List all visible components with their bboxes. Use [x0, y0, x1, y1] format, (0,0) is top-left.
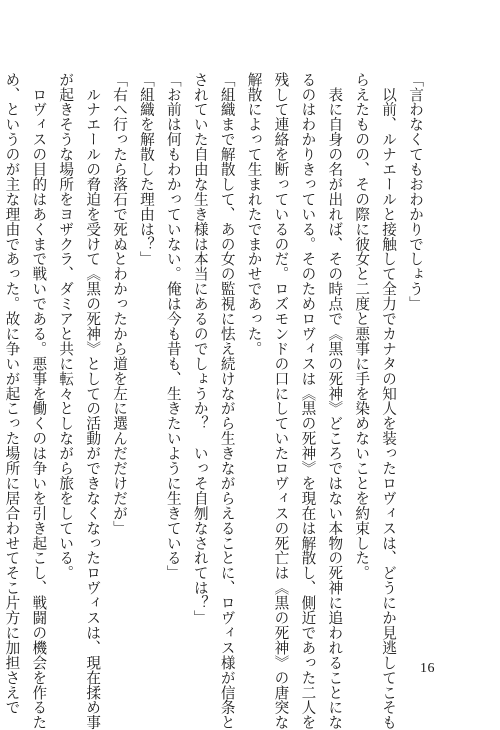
text-line: 「組織まで解散して、あの女の監視に怯え続けながら生きながらえることに、ロヴィス様が信条と — [218, 72, 236, 730]
text-line: 以前、ルナエールと接触して全力でカナタの知人を装ったロヴィスは、どうにか見逃してこそも — [380, 72, 398, 730]
text-line: 「右へ行ったら落石で死ぬとわかったから道を左に選んだだけだが」 — [111, 72, 129, 536]
text-line: が起きそうな場所をヨザクラ、ダミアと共に転々としながら旅をしている。 — [57, 72, 75, 581]
text-line: ロヴィスの目的はあくまで戦いである。悪事を働くのは争いを引き起こし、戦闘の機会を作るた — [30, 72, 48, 730]
text-line: されていた自由な生き様は本当にあるのでしょうか？ いっそ自刎なされては？」 — [191, 72, 209, 626]
text-line: め、というのが主な理由であった。故に争いが起こった場所に居合わせてそこ片方に加担さえで — [3, 72, 21, 715]
text-line: 表に自身の名が出れば、その時点で《黒の死神》どころではない本物の死神に追われることにな — [326, 72, 344, 730]
page-number: 16 — [420, 661, 435, 676]
text-line: ルナエールの脅迫を受けて《黒の死神》としての活動ができなくなったロヴィスは、現在揉め事 — [84, 72, 102, 730]
text-line: 「言わなくてもおわかりでしょう」 — [407, 72, 424, 312]
text-line: 「組織を解散した理由は？」 — [137, 72, 155, 267]
text-line: 「お前は何もわかっていない。俺は今も昔も、生きたいように生きている」 — [164, 72, 182, 581]
text-line: らえたものの、その際に彼女と二度と悪事に手を染めないことを約束した。 — [353, 72, 371, 581]
text-line: 残して連絡を断っているのだ。ロズモンドの口にしていたロヴィスの死亡は《黒の死神》の唐突な — [272, 72, 290, 730]
text-line: 解散によって生まれたでまかせであった。 — [245, 72, 263, 357]
text-line: るのはわかりきっている。そのためロヴィスは《黒の死神》を現在は解散し、側近であった二人を — [299, 72, 317, 730]
